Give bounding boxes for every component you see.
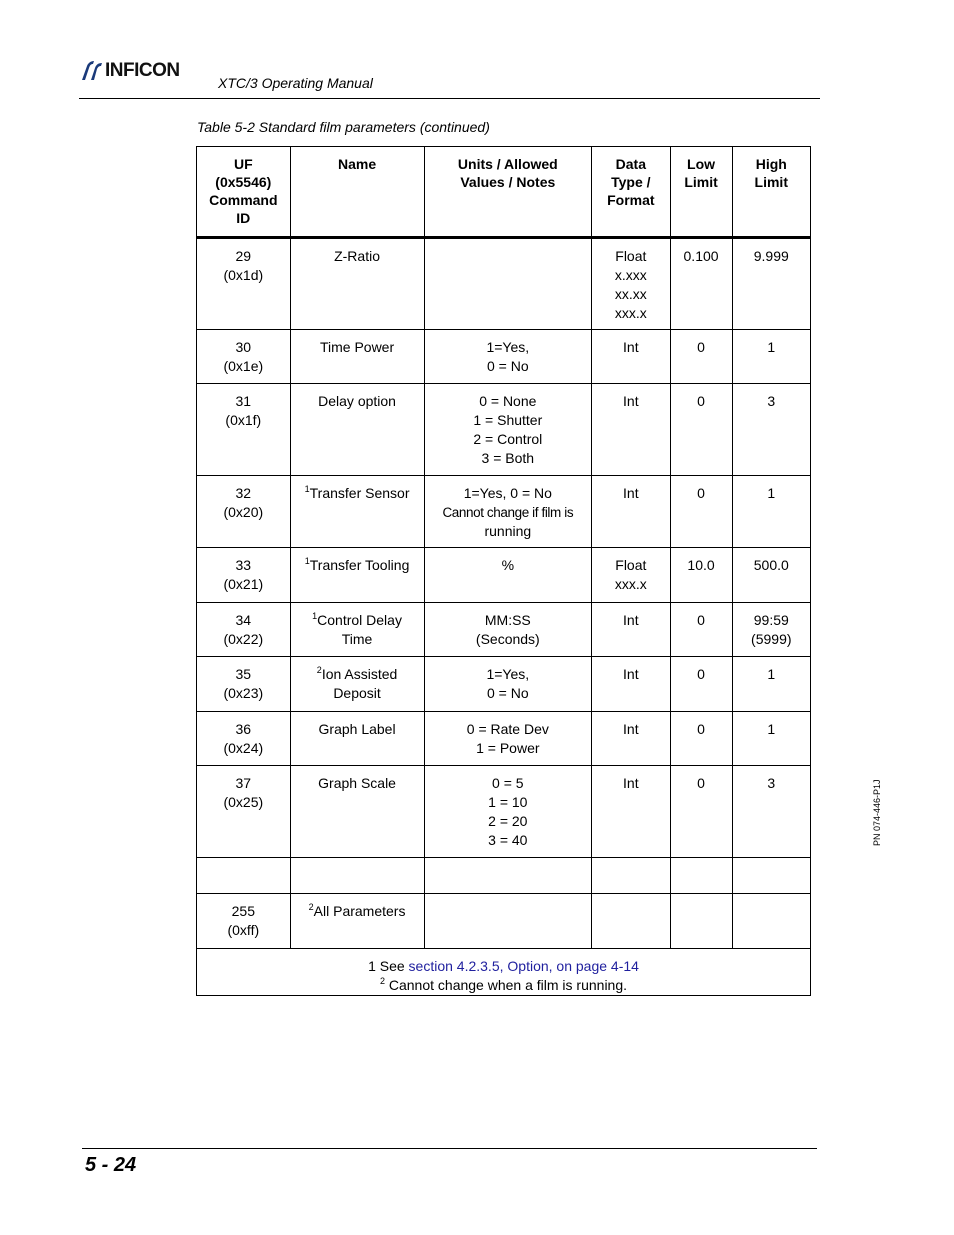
high-limit-cell <box>732 476 810 548</box>
name-cell-line <box>295 774 420 793</box>
data-type-cell <box>592 712 670 766</box>
footnote-ref: 1 <box>312 611 318 621</box>
units-cell <box>424 330 592 384</box>
header-line: High <box>755 156 787 172</box>
inficon-logo-icon <box>80 60 104 82</box>
command-id-cell <box>197 712 291 766</box>
header-line: Name <box>337 156 377 172</box>
high-limit-cell <box>732 657 810 712</box>
table-caption: Table 5-2 Standard film parameters (continued) <box>197 119 490 135</box>
units-cell-line: 1 = 10 <box>488 794 528 810</box>
header-line: ID <box>236 210 251 226</box>
data-type-cell <box>592 858 670 894</box>
header-line: Type / <box>611 174 651 190</box>
name-text: Time <box>341 631 373 647</box>
units-cell-line: 1 = Shutter <box>473 412 543 428</box>
name-cell-line <box>295 684 420 703</box>
high-limit-cell-line: 9.999 <box>753 248 789 264</box>
name-cell-line <box>295 338 420 357</box>
high-limit-cell-line: 500.0 <box>753 557 789 573</box>
table-notes-row <box>197 949 811 996</box>
command-id-cell-line: 33 <box>235 557 252 573</box>
name-cell <box>290 858 424 894</box>
name-text: Deposit <box>333 685 381 701</box>
command-id-cell-line: 34 <box>235 612 252 628</box>
units-cell-line: 0 = Rate Dev <box>466 721 549 737</box>
header-line: (0x5546) <box>215 174 272 190</box>
units-cell <box>424 712 592 766</box>
name-cell-line <box>295 247 420 266</box>
header-line: UF <box>233 156 253 172</box>
units-cell-line: 0 = No <box>487 685 529 701</box>
command-id-cell-line: 29 <box>235 248 252 264</box>
units-cell-line: (Seconds) <box>475 631 540 647</box>
film-parameters-table <box>196 146 811 996</box>
header-command-id <box>197 147 291 238</box>
name-cell <box>290 330 424 384</box>
command-id-cell-line: (0x21) <box>223 576 264 592</box>
header-units <box>424 147 592 238</box>
name-cell <box>290 894 424 949</box>
inficon-logo <box>80 60 180 82</box>
units-cell-line: 3 = 40 <box>488 832 528 848</box>
high-limit-cell-line: (5999) <box>751 631 792 647</box>
low-limit-cell: 10.0 <box>670 548 732 603</box>
command-id-cell-line: (0x23) <box>223 685 264 701</box>
name-cell-line <box>295 665 420 684</box>
table-row <box>197 330 811 384</box>
command-id-cell <box>197 603 291 657</box>
units-cell <box>424 657 592 712</box>
command-id-cell <box>197 657 291 712</box>
command-id-cell-line: 36 <box>235 721 252 737</box>
footnote-2-mark: 2 <box>379 976 385 986</box>
footnote-2-text: Cannot change when a film is running. <box>384 977 628 993</box>
header-line: Format <box>607 192 655 208</box>
table-row <box>197 766 811 858</box>
units-cell-line: Cannot change if film is <box>442 505 574 520</box>
data-type-cell-line: x.xxx <box>614 267 647 283</box>
data-type-cell-line: xx.xx <box>614 286 647 302</box>
name-cell <box>290 766 424 858</box>
data-type-cell-line: Int <box>623 775 639 791</box>
table-header-row <box>197 147 811 238</box>
name-text: Time Power <box>319 339 395 355</box>
data-type-cell <box>592 238 670 330</box>
units-cell-line: 2 = 20 <box>488 813 528 829</box>
high-limit-cell <box>732 894 810 949</box>
command-id-cell <box>197 238 291 330</box>
high-limit-cell <box>732 384 810 476</box>
name-cell-line <box>295 630 420 649</box>
table-row <box>197 894 811 949</box>
data-type-cell-line: Int <box>623 339 639 355</box>
units-cell-line: 0 = 5 <box>492 775 524 791</box>
command-id-cell <box>197 894 291 949</box>
data-type-cell-line: xxx.x <box>614 576 647 592</box>
data-type-cell <box>592 384 670 476</box>
data-type-cell <box>592 330 670 384</box>
command-id-cell-line: (0x1e) <box>223 358 264 374</box>
high-limit-cell-line: 1 <box>767 485 776 501</box>
command-id-cell-line: (0x24) <box>223 740 264 756</box>
name-text: Graph Label <box>318 721 396 737</box>
command-id-cell-line: (0xff) <box>227 922 260 938</box>
name-cell <box>290 476 424 548</box>
table-row <box>197 657 811 712</box>
units-cell <box>424 384 592 476</box>
header-line: Values / Notes <box>460 174 556 190</box>
high-limit-cell <box>732 712 810 766</box>
data-type-cell-line: Int <box>623 612 639 628</box>
units-cell <box>424 858 592 894</box>
name-text: Z-Ratio <box>334 248 380 264</box>
footnote-2 <box>201 976 806 995</box>
high-limit-cell-line: 1 <box>767 666 776 682</box>
data-type-cell-line: Int <box>623 666 639 682</box>
table-row <box>197 476 811 548</box>
command-id-cell-line: (0x25) <box>223 794 264 810</box>
units-cell-line: 1=Yes, <box>486 339 530 355</box>
command-id-cell-line: (0x1f) <box>225 412 262 428</box>
command-id-cell-line: (0x22) <box>223 631 264 647</box>
name-text: Transfer Tooling <box>309 557 410 573</box>
high-limit-cell <box>732 858 810 894</box>
high-limit-cell <box>732 548 810 603</box>
units-cell-line: running <box>484 523 532 539</box>
low-limit-cell <box>670 858 732 894</box>
units-cell <box>424 548 592 603</box>
header-line: Low <box>687 156 716 172</box>
low-limit-cell <box>670 894 732 949</box>
units-cell <box>424 476 592 548</box>
name-text: All Parameters <box>313 903 406 919</box>
header-line: Command <box>209 192 278 208</box>
name-cell <box>290 712 424 766</box>
units-cell-line: 0 = None <box>479 393 537 409</box>
data-type-cell <box>592 766 670 858</box>
low-limit-cell: 0.100 <box>670 238 732 330</box>
high-limit-cell-line: 3 <box>767 775 776 791</box>
command-id-cell-line: 31 <box>235 393 252 409</box>
units-cell <box>424 766 592 858</box>
command-id-cell-line: 37 <box>235 775 252 791</box>
header-line: Limit <box>754 174 788 190</box>
table-row <box>197 238 811 330</box>
data-type-cell <box>592 657 670 712</box>
name-cell <box>290 657 424 712</box>
units-cell <box>424 603 592 657</box>
name-text: Graph Scale <box>318 775 396 791</box>
table-row <box>197 548 811 603</box>
table-row <box>197 712 811 766</box>
page-number: 5 - 24 <box>85 1154 137 1176</box>
header-line: Units / Allowed <box>457 156 558 172</box>
command-id-cell-line: (0x1d) <box>223 267 264 283</box>
header-data-type <box>592 147 670 238</box>
part-number-label: PN 074-446-P1J <box>872 779 882 846</box>
name-cell <box>290 384 424 476</box>
command-id-cell-line: 32 <box>235 485 252 501</box>
table-row <box>197 603 811 657</box>
command-id-cell-line: 35 <box>235 666 252 682</box>
units-cell-line: 1=Yes, 0 = No <box>463 485 552 501</box>
name-cell-line <box>295 484 420 503</box>
footnote-1-prefix: 1 See <box>368 958 409 974</box>
high-limit-cell <box>732 603 810 657</box>
high-limit-cell <box>732 238 810 330</box>
units-cell-line: MM:SS <box>484 612 531 628</box>
command-id-cell <box>197 858 291 894</box>
name-cell <box>290 603 424 657</box>
footnote-ref: 1 <box>304 484 310 494</box>
data-type-cell <box>592 603 670 657</box>
name-text: Transfer Sensor <box>309 485 410 501</box>
units-cell <box>424 894 592 949</box>
name-cell-line <box>295 556 420 575</box>
high-limit-cell-line: 3 <box>767 393 776 409</box>
header-line: Data <box>615 156 646 172</box>
command-id-cell <box>197 548 291 603</box>
low-limit-cell: 0 <box>670 476 732 548</box>
command-id-cell-line: 30 <box>235 339 252 355</box>
name-cell-line <box>295 392 420 411</box>
units-cell-line: 0 = No <box>487 358 529 374</box>
table-notes <box>197 949 811 996</box>
data-type-cell <box>592 476 670 548</box>
low-limit-cell: 0 <box>670 712 732 766</box>
name-cell <box>290 548 424 603</box>
data-type-cell-line: Int <box>623 721 639 737</box>
units-cell <box>424 238 592 330</box>
section-link[interactable]: section 4.2.3.5, Option, on page 4-14 <box>408 958 639 974</box>
header-divider <box>79 98 820 99</box>
header-low-limit <box>670 147 732 238</box>
table-row <box>197 858 811 894</box>
data-type-cell-line: Float <box>615 248 647 264</box>
command-id-cell-line: 255 <box>231 903 255 919</box>
low-limit-cell: 0 <box>670 384 732 476</box>
high-limit-cell-line: 1 <box>767 721 776 737</box>
header-name <box>290 147 424 238</box>
units-cell-line: 2 = Control <box>473 431 543 447</box>
units-cell-line: % <box>501 557 515 573</box>
command-id-cell <box>197 384 291 476</box>
high-limit-cell-line: 99:59 <box>753 612 789 628</box>
low-limit-cell: 0 <box>670 330 732 384</box>
data-type-cell <box>592 894 670 949</box>
name-cell-line <box>295 902 420 921</box>
footnote-1 <box>201 957 806 976</box>
document-title: XTC/3 Operating Manual <box>218 75 373 91</box>
low-limit-cell: 0 <box>670 766 732 858</box>
data-type-cell-line: Int <box>623 485 639 501</box>
data-type-cell-line: Int <box>623 393 639 409</box>
footer-divider <box>82 1148 817 1149</box>
name-cell <box>290 238 424 330</box>
logo-wordmark: INFICON <box>105 60 180 81</box>
command-id-cell-line: (0x20) <box>223 504 264 520</box>
footnote-ref: 1 <box>304 556 310 566</box>
high-limit-cell <box>732 766 810 858</box>
high-limit-cell <box>732 330 810 384</box>
name-text: Control Delay <box>317 612 402 628</box>
command-id-cell <box>197 330 291 384</box>
units-cell-line: 3 = Both <box>481 450 535 466</box>
name-text: Ion Assisted <box>321 666 398 682</box>
header-high-limit <box>732 147 810 238</box>
name-text: Delay option <box>318 393 396 409</box>
low-limit-cell: 0 <box>670 657 732 712</box>
name-cell-line <box>295 720 420 739</box>
units-cell-line: 1 = Power <box>476 740 540 756</box>
footnote-ref: 2 <box>308 902 314 912</box>
units-cell-line: 1=Yes, <box>486 666 530 682</box>
data-type-cell-line: xxx.x <box>614 305 647 321</box>
name-cell-line <box>295 611 420 630</box>
low-limit-cell: 0 <box>670 603 732 657</box>
command-id-cell <box>197 766 291 858</box>
command-id-cell <box>197 476 291 548</box>
high-limit-cell-line: 1 <box>767 339 776 355</box>
footnote-ref: 2 <box>316 665 322 675</box>
data-type-cell <box>592 548 670 603</box>
data-type-cell-line: Float <box>615 557 647 573</box>
table-row <box>197 384 811 476</box>
header-line: Limit <box>684 174 718 190</box>
